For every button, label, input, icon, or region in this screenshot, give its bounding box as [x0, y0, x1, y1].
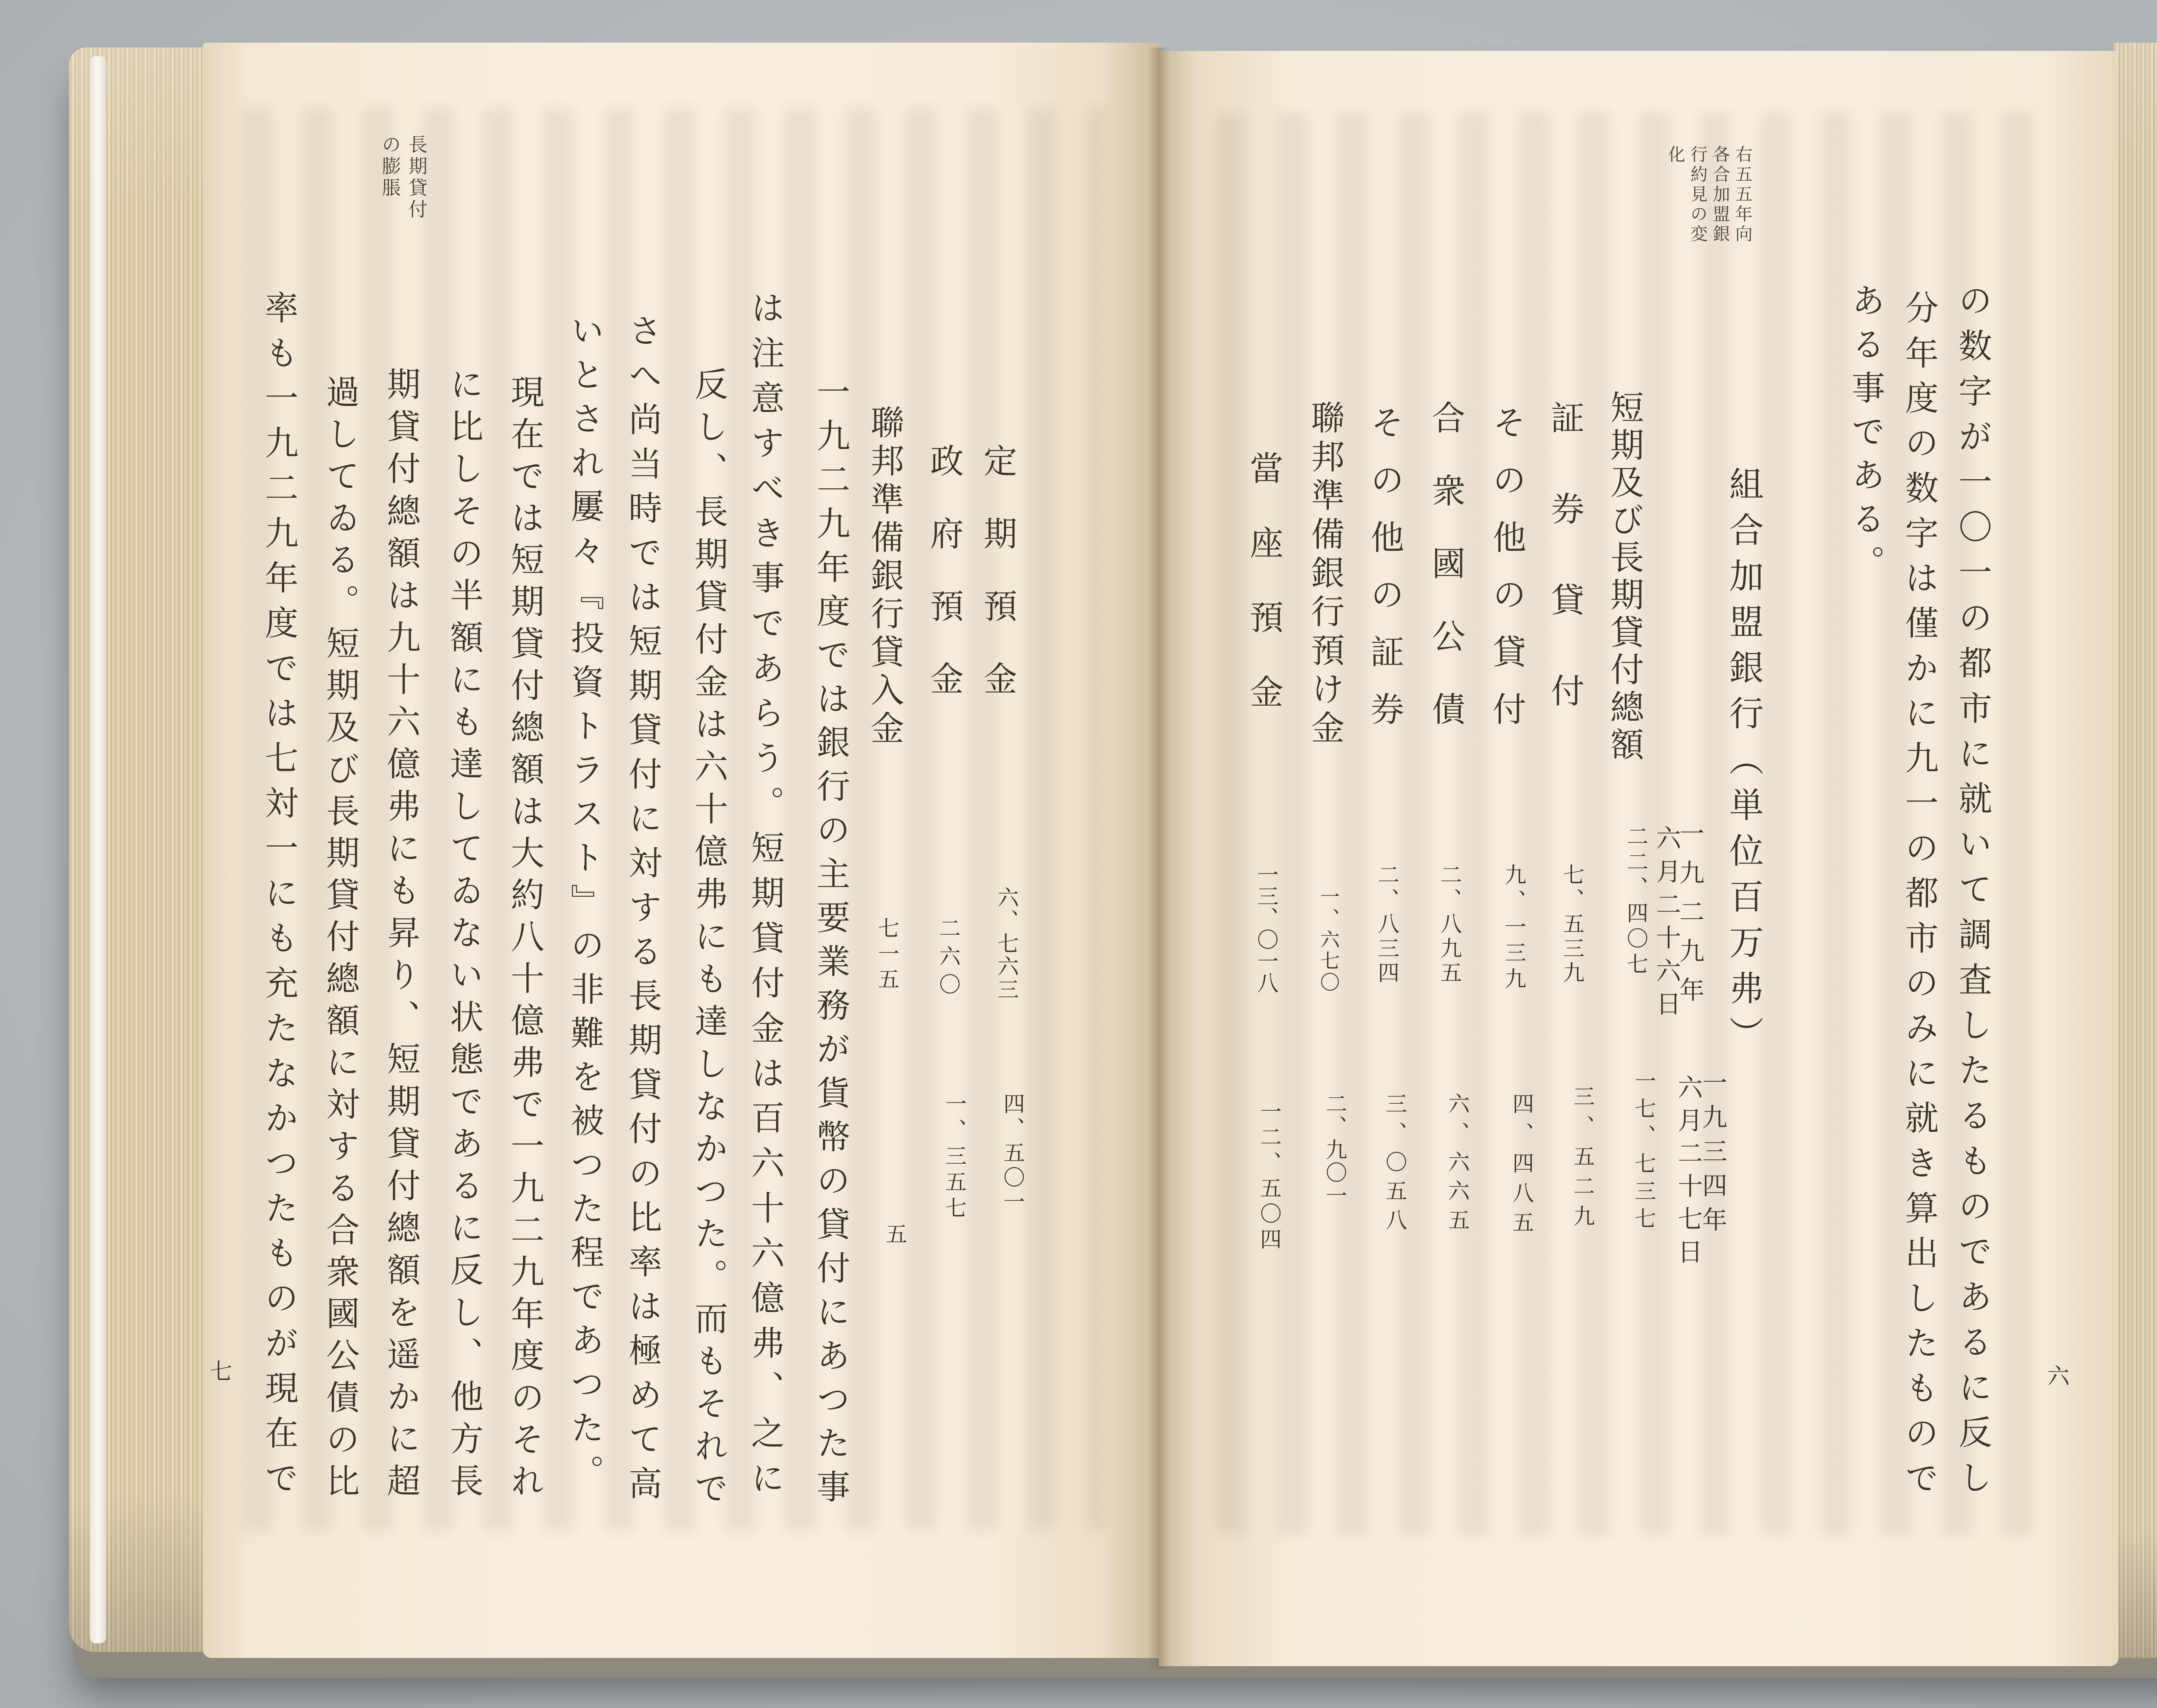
table-value-1929: 二六〇 [936, 917, 961, 1001]
table-value-1934: 一七、七三七 [1631, 1070, 1656, 1235]
bleed-through-texture [242, 108, 1104, 1531]
table-value-1934: 四、五〇一 [1000, 1093, 1025, 1215]
body-line: 期貸付總額は九十六億弗にも昇り、短期貸付總額を遥かに超 [381, 367, 420, 1505]
table-value-1934: 三、五二九 [1570, 1085, 1595, 1235]
table-value-1929: 二、八三四 [1374, 863, 1399, 986]
table-row-label: 當座預金 [1244, 451, 1283, 749]
period-year-1929: 一九二九年 [1675, 820, 1704, 1016]
table-value-1934: 三、〇五八 [1382, 1093, 1407, 1238]
period-date-1929: 六月二十六日 [1652, 825, 1681, 1024]
page-number: 六 [2043, 1364, 2069, 1387]
page-number: 七 [206, 1359, 232, 1382]
table-row-label: その他の証券 [1365, 405, 1404, 749]
body-line: 現在では短期貸付總額は大約八十億弗で一九二九年度のそれ [505, 374, 544, 1505]
table-value-1929: 一、六七〇 [1317, 886, 1340, 993]
table-row-label: 短期及び長期貸付總額 [1605, 390, 1644, 764]
right-margin-note: 右五五年向各合加盟銀行約見の変化 [1665, 145, 1752, 245]
table-row-label: 聯邦準備銀行貸入金 [865, 405, 904, 749]
body-line: の数字が一〇一の都市に就いて調査したるものであるに反し [1953, 283, 1992, 1505]
table-value-1929: 七一五 [874, 917, 899, 993]
table-row-label: 政府預金 [924, 443, 963, 734]
table-value-1934: 五 [882, 1223, 907, 1250]
table-value-1929: 二、八九五 [1437, 863, 1462, 986]
table-value-1929: 一三、〇一八 [1254, 863, 1279, 993]
body-line: 過してゐる。短期及び長期貸付總額に対する合衆國公債の比 [321, 374, 359, 1505]
body-line: ある事である。 [1846, 283, 1885, 588]
body-line: 率も一九二九年度では七対一にも充たなかつたものが現在で [259, 290, 298, 1505]
table-value-1934: 六、六六五 [1445, 1093, 1470, 1238]
body-line: いとされ屢々『投資トラスト』の非難を被つた程であつた。 [565, 313, 604, 1498]
table-row-label: その他の貸付 [1487, 405, 1526, 749]
table-heading: 組合加盟銀行（単位百万弗） [1723, 466, 1764, 1062]
body-line: は注意すべき事であらう。短期貸付金は百六十六億弗、之に [745, 290, 784, 1505]
table-row-label: 聯邦準備銀行預け金 [1305, 400, 1344, 749]
period-year-1934: 一九三四年 [1698, 1070, 1727, 1241]
book-gutter [1148, 47, 1170, 1669]
body-line: さへ尚当時では短期貸付に対する長期貸付の比率は極めて高 [623, 313, 662, 1510]
table-row-label: 定期預金 [978, 443, 1017, 734]
body-line: 反し、長期貸付金は六十億弗にも達しなかつた。而もそれで [689, 367, 728, 1513]
body-line: 分年度の数字は僅かに九一の都市のみに就き算出したもので [1899, 290, 1938, 1505]
table-value-1929: 七、五三九 [1560, 863, 1585, 986]
table-row-label: 合衆國公債 [1426, 400, 1465, 764]
table-value-1934: 四、四八五 [1509, 1093, 1534, 1241]
table-value-1929: 九、一三九 [1501, 863, 1526, 993]
cover-edge [90, 56, 106, 1643]
table-value-1929: 二二、四〇七 [1623, 825, 1648, 978]
body-line: 一九二九年度では銀行の主要業務が貨幣の貸付にあつた事 [811, 374, 850, 1513]
table-value-1934: 一、三五七 [942, 1093, 967, 1223]
table-value-1934: 二、九〇一 [1322, 1093, 1347, 1207]
period-date-1934: 六月二十七日 [1673, 1074, 1703, 1272]
left-margin-note: 長期貸付の膨脹 [378, 135, 427, 221]
right-page-edges [2114, 43, 2157, 1658]
table-row-label: 証券貸付 [1545, 400, 1584, 764]
table-value-1929: 六、七六三 [994, 886, 1019, 1001]
table-value-1934: 一二、五〇四 [1257, 1100, 1282, 1253]
body-line: に比しその半額にも達してゐない状態であるに反し、他方長 [444, 367, 483, 1505]
